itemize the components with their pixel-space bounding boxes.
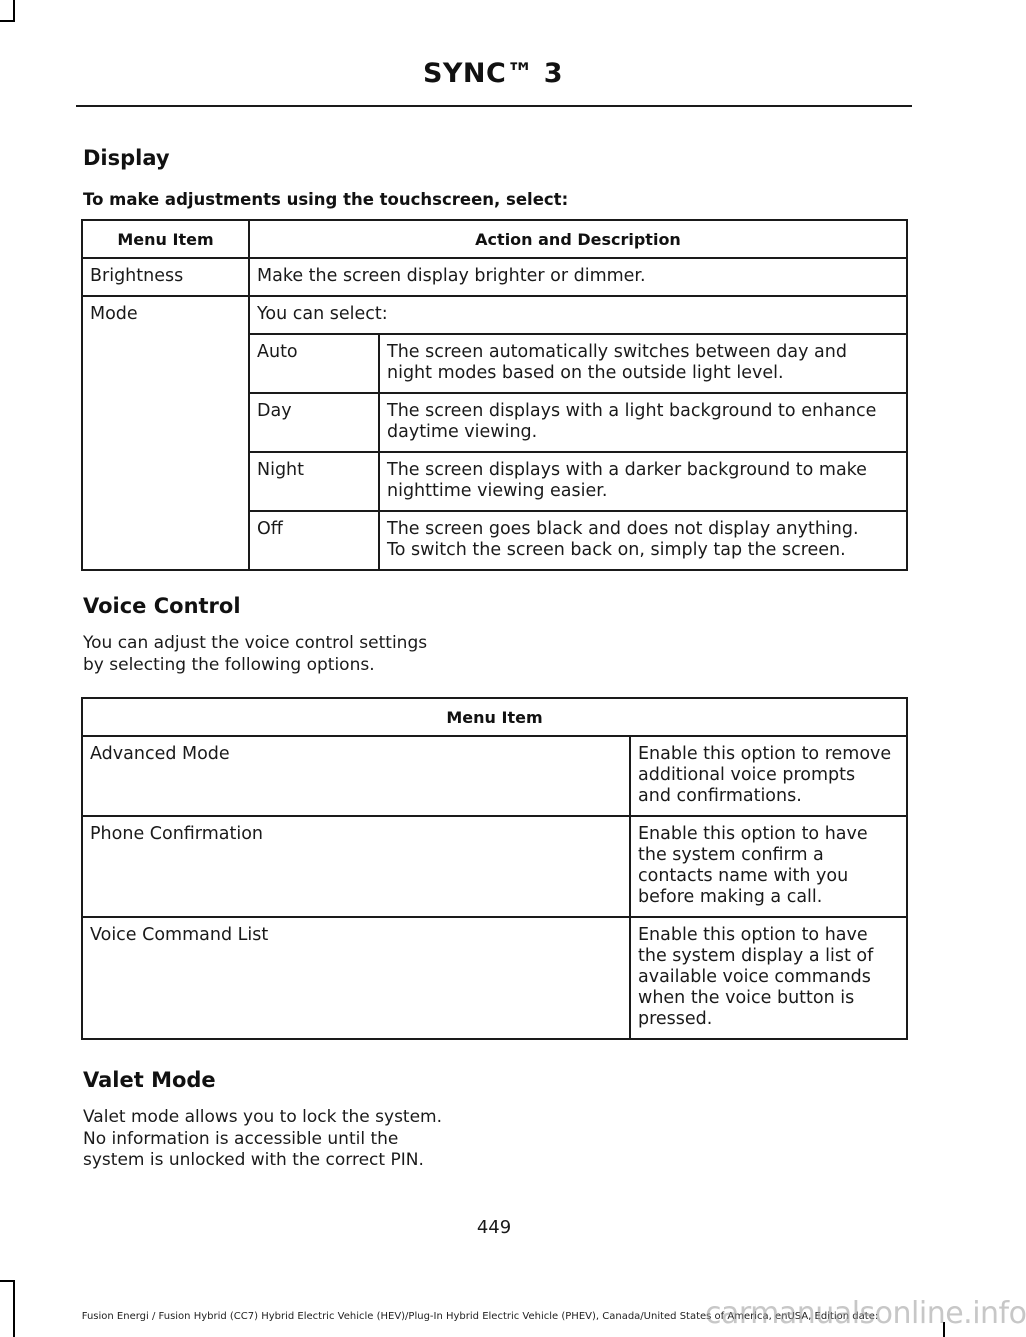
table-header-row (82, 698, 907, 736)
display-table (81, 219, 908, 571)
description-line: Enable this option to have (638, 824, 868, 844)
crop-mark (13, 0, 15, 20)
voice-option-description (631, 918, 906, 1038)
watermark: carmanualsonline.info (705, 1296, 1026, 1331)
description-line: To switch the screen back on, simply tap the screen. (387, 540, 846, 560)
description-line: night modes based on the outside light level. (387, 363, 784, 383)
voice-control-heading: Voice Control (83, 594, 241, 618)
column-header: Menu Item (82, 698, 907, 736)
valet-mode-paragraph (83, 1107, 442, 1172)
display-heading: Display (83, 146, 170, 170)
mode-option-name: Auto (257, 342, 298, 362)
description-line: The screen goes black and does not display anything. (387, 519, 859, 539)
menu-item-phone-confirmation: Phone Confirmation (90, 824, 263, 844)
description-line: Enable this option to remove (638, 744, 892, 764)
description-line: The screen displays with a darker background to make (387, 460, 867, 480)
header-rule (76, 105, 912, 107)
footer-text: Fusion Energi / Fusion Hybrid (CC7) Hybrid Electric Vehicle (HEV)/Plug-In Hybrid Electric Vehicle (PHEV), Canada/United States of America, enUSA, Edition date: (81, 1311, 879, 1322)
menu-item-brightness: Brightness (90, 266, 184, 286)
valet-mode-heading: Valet Mode (83, 1068, 216, 1092)
display-intro: To make adjustments using the touchscreen, select: (83, 190, 569, 209)
description-line: when the voice button is (638, 988, 855, 1008)
mode-option-row (250, 511, 908, 569)
menu-item-mode: Mode (90, 304, 138, 324)
description-line: and confirmations. (638, 786, 802, 806)
table-row (82, 917, 907, 1039)
paragraph-line: No information is accessible until the (83, 1128, 399, 1149)
column-header: Menu Item (82, 220, 249, 258)
table-row (82, 736, 907, 816)
crop-mark (13, 1280, 15, 1337)
crop-mark (0, 20, 15, 22)
mode-option-description (380, 512, 908, 569)
description-line: available voice commands (638, 967, 871, 987)
table-row (82, 258, 907, 296)
mode-option-description (380, 335, 908, 392)
mode-options-table (250, 333, 908, 569)
mode-description: You can select: (257, 304, 388, 324)
voice-table (81, 697, 908, 1040)
menu-item-advanced-mode: Advanced Mode (90, 744, 230, 764)
paragraph-line: system is unlocked with the correct PIN. (83, 1150, 424, 1170)
mode-option-name: Night (257, 460, 305, 480)
mode-option-row (250, 452, 908, 511)
description-line: before making a call. (638, 887, 823, 907)
description-line: pressed. (638, 1009, 713, 1029)
description-line: the system display a list of (638, 946, 874, 966)
brightness-description: Make the screen display brighter or dimmer. (257, 266, 646, 286)
paragraph-line: by selecting the following options. (83, 654, 375, 675)
voice-control-paragraph (83, 633, 427, 676)
description-line: nighttime viewing easier. (387, 481, 608, 501)
mode-option-row (250, 334, 908, 393)
table-header-row (82, 220, 907, 258)
column-header: Action and Description (249, 220, 907, 258)
paragraph-line: Valet mode allows you to lock the system. (83, 1107, 443, 1127)
description-line: daytime viewing. (387, 422, 538, 442)
table-row (82, 816, 907, 917)
page-number: 449 (476, 1217, 512, 1238)
crop-mark (0, 1280, 15, 1282)
mode-option-description (380, 453, 908, 510)
description-line: Enable this option to have (638, 925, 868, 945)
voice-option-description (631, 817, 906, 916)
description-line: additional voice prompts (638, 765, 856, 785)
mode-option-description (380, 394, 908, 451)
mode-option-name: Day (257, 401, 292, 421)
description-line: The screen displays with a light background to enhance (387, 401, 877, 421)
voice-option-description (631, 737, 906, 815)
mode-option-row (250, 393, 908, 452)
menu-item-voice-command-list: Voice Command List (90, 925, 269, 945)
description-line: the system confirm a (638, 845, 824, 865)
mode-option-name: Off (257, 519, 283, 539)
description-line: The screen automatically switches between day and (387, 342, 847, 362)
paragraph-line: You can adjust the voice control settings (83, 633, 428, 653)
page-header-title: SYNC™ 3 (422, 58, 564, 89)
table-row (82, 296, 907, 570)
description-line: contacts name with you (638, 866, 849, 886)
